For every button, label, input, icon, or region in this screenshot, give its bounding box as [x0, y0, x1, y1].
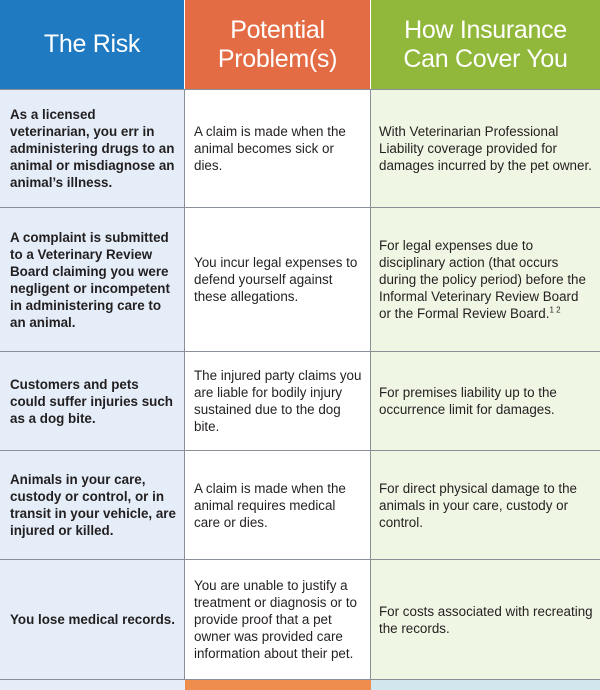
cover-text: For legal expenses due to disciplinary action (that occurs during the policy period) before the Informal Veterinary Review Board or the Formal Review Board.	[379, 238, 586, 321]
cover-cell: For premises liability up to the occurrence limit for damages.	[371, 352, 600, 450]
table-row	[0, 351, 600, 450]
problem-cell: A claim is made when the animal requires medical care or dies.	[185, 451, 371, 559]
header-how-insurance-covers	[371, 0, 600, 89]
footnote-marker: 1 2	[549, 305, 561, 315]
table-row	[0, 207, 600, 351]
cover-cell: With Veterinarian Professional Liability coverage provided for damages incurred by the pet owner.	[371, 90, 600, 207]
risk-cell: A complaint is submitted to a Veterinary Review Board claiming you were negligent or incompetent in administering care to an animal.	[0, 208, 185, 351]
table-header	[0, 0, 600, 89]
risk-cell: Animals in your care, custody or control, or in transit in your vehicle, are injured or killed.	[0, 451, 185, 559]
risk-cell: Customers and pets could suffer injuries such as a dog bite.	[0, 352, 185, 450]
problem-cell: You are unable to justify a treatment or diagnosis or to provide proof that a pet owner was provided care information about their pet.	[185, 560, 371, 679]
header-cover-line1: How Insurance	[404, 15, 567, 44]
problem-cell: A claim is made when the animal becomes sick or dies.	[185, 90, 371, 207]
header-risk-label: The Risk	[43, 30, 141, 58]
table-row	[0, 89, 600, 207]
problem-cell: The injured party claims you are liable for bodily injury sustained due to the dog bite.	[185, 352, 371, 450]
table-row	[0, 450, 600, 559]
cover-cell: For costs associated with recreating the records.	[371, 560, 600, 679]
problem-cell: You incur legal expenses to defend yourself against these allegations.	[185, 208, 371, 351]
table-footer-bar	[0, 679, 600, 690]
cover-cell	[371, 208, 600, 351]
header-potential-problems	[185, 0, 371, 89]
header-cover-line2: Can Cover You	[403, 44, 568, 73]
table-row	[0, 559, 600, 679]
header-the-risk	[0, 0, 185, 89]
risk-cell: As a licensed veterinarian, you err in administering drugs to an animal or misdiagnose an animal’s illness.	[0, 90, 185, 207]
cover-cell: For direct physical damage to the animals in your care, custody or control.	[371, 451, 600, 559]
header-problem-line1: Potential	[230, 15, 325, 44]
header-problem-line2: Problem(s)	[217, 44, 338, 73]
risk-cell: You lose medical records.	[0, 560, 185, 679]
